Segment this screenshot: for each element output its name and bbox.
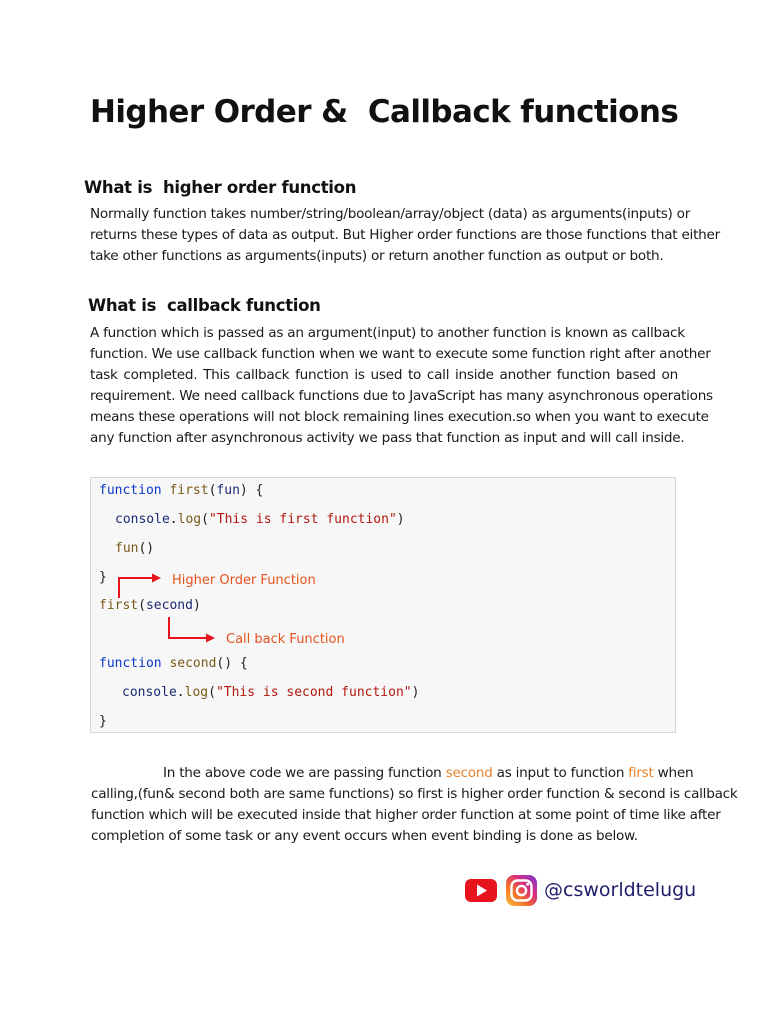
code-punct: } xyxy=(99,570,107,585)
code-arg: second xyxy=(145,598,193,613)
higher-order-arrow xyxy=(119,574,161,599)
paragraph-line: function. We use callback function when we want to execute some function right after another xyxy=(90,345,711,362)
paragraph-line: means these operations will not block remaining lines execution.so when you want to execute xyxy=(90,408,709,425)
code-punct: ) xyxy=(192,598,201,613)
paragraph-line: Normally function takes number/string/boolean/array/object (data) as arguments(inputs) or xyxy=(90,206,691,222)
code-call: fun xyxy=(115,541,139,556)
explanation-paragraph xyxy=(91,763,738,847)
code-punct: ( xyxy=(208,483,217,498)
code-punct: . xyxy=(176,685,185,700)
heading-higher-order: What is higher order function xyxy=(84,178,357,197)
code-string: "This is first function" xyxy=(208,512,397,527)
heading-callback: What is callback function xyxy=(88,296,321,315)
instagram-icon[interactable] xyxy=(506,875,537,906)
code-punct: ) xyxy=(396,512,405,527)
code-keyword: function xyxy=(99,483,162,498)
annotation-higher-order: Higher Order Function xyxy=(172,573,316,588)
code-punct: ( xyxy=(138,598,146,613)
code-method: log xyxy=(184,685,209,700)
code-param: fun xyxy=(216,483,240,498)
code-punct: { xyxy=(232,656,248,671)
code-punct: . xyxy=(169,512,178,527)
code-punct: ( xyxy=(208,685,216,700)
social-handle[interactable]: @csworldtelugu xyxy=(544,879,697,901)
code-method: log xyxy=(177,512,202,527)
code-object: console xyxy=(122,685,177,700)
code-string: "This is second function" xyxy=(215,685,412,700)
youtube-icon[interactable] xyxy=(465,878,497,903)
explanation-line: function which will be executed inside that higher order function at some point of time like after xyxy=(91,806,721,823)
code-object: console xyxy=(115,512,170,527)
paragraph-line: A function which is passed as an argument(input) to another function is known as callback xyxy=(90,325,685,341)
code-punct: ) xyxy=(411,685,420,700)
explanation-text: as input to function xyxy=(492,765,629,781)
explanation-line xyxy=(91,763,694,784)
paragraph-line: task completed. This callback function is used to call inside another function based on xyxy=(90,366,678,383)
code-punct: ( xyxy=(201,512,209,527)
callback-arrow xyxy=(169,617,215,643)
explanation-text: In the above code we are passing function xyxy=(163,765,446,781)
paragraph-line: take other functions as arguments(inputs) or return another function as output or both. xyxy=(90,247,664,264)
code-keyword: function xyxy=(99,656,162,671)
code-fn-name: second xyxy=(169,656,217,671)
code-punct: ) xyxy=(239,483,248,498)
page-title: Higher Order & Callback functions xyxy=(90,94,679,130)
explanation-line: calling,(fun& second both are same functions) so first is higher order function & second is callback xyxy=(91,785,738,802)
code-punct: () xyxy=(138,541,155,556)
paragraph-line: returns these types of data as output. But Higher order functions are those functions that either xyxy=(90,226,720,243)
explanation-text: when xyxy=(653,765,694,781)
code-call: first xyxy=(99,598,139,613)
paragraph-line: requirement. We need callback functions due to JavaScript has many asynchronous operations xyxy=(90,387,713,404)
code-punct: } xyxy=(99,714,107,729)
code-punct: { xyxy=(247,483,264,498)
highlight-first: first xyxy=(628,765,654,781)
paragraph-line: any function after asynchronous activity we pass that function as input and will call inside. xyxy=(90,429,685,446)
code-punct: () xyxy=(216,656,233,671)
code-fn-name: first xyxy=(169,483,209,498)
explanation-line: completion of some task or any event occurs when event binding is done as below. xyxy=(91,827,638,844)
highlight-second: second xyxy=(445,765,493,781)
annotation-callback: Call back Function xyxy=(226,632,345,647)
